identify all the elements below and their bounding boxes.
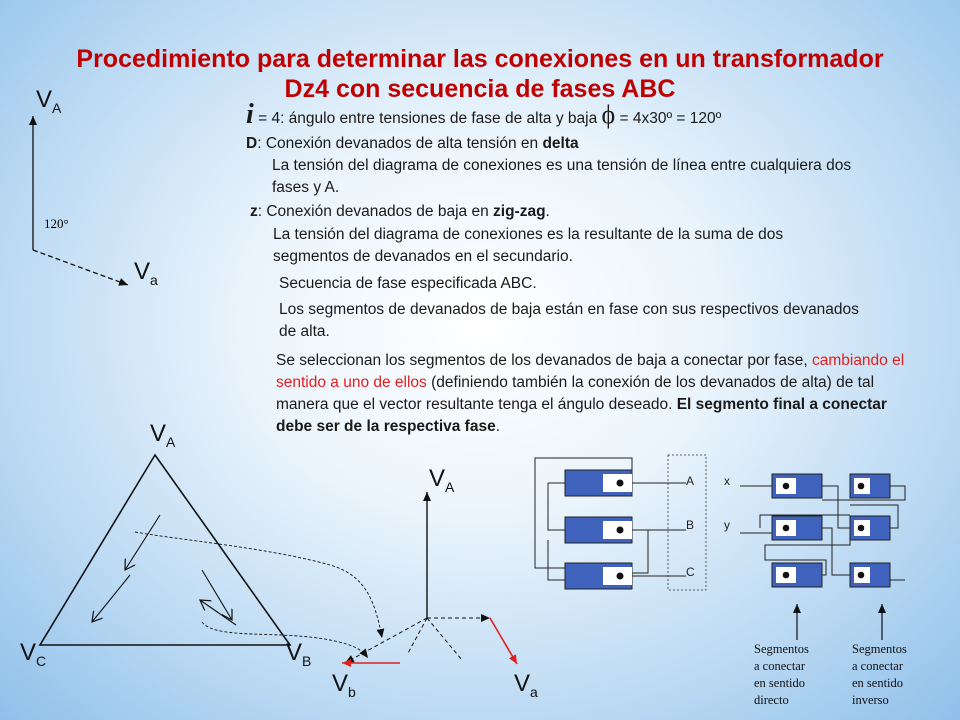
triangle-vc-label: $V_C$	[20, 639, 47, 669]
title-line-1: Procedimiento para determinar las conexiones en un transformador	[76, 45, 884, 73]
selection-bold: El segmento final a conectar debe ser de la respectiva fase	[276, 396, 887, 435]
selection-part-2: (definiendo también la conexión de los devanados de alta) de tal manera que el vector resultante tenga el ángulo deseado.	[276, 374, 875, 413]
d-detail: La tensión del diagrama de conexiones es una tensión de línea entre cualquiera dos fases y A.	[272, 157, 852, 196]
d-label: D	[246, 135, 258, 152]
selection-red: cambiando el sentido a uno de ellos	[276, 352, 905, 391]
angle-text-1: = 4: ángulo entre tensiones de fase de alta y baja	[258, 110, 598, 127]
sequence-text: Secuencia de fase especificada ABC.	[279, 275, 537, 292]
selection-part-1: Se seleccionan los segmentos de los devanados de baja a conectar por fase,	[276, 352, 812, 369]
z-detail: La tensión del diagrama de conexiones es la resultante de la suma de dos segmentos de devanados en el secundario.	[273, 226, 784, 265]
secondary-label-x: x	[724, 474, 730, 488]
d-bold: delta	[542, 135, 579, 152]
z-text: : Conexión devanados de baja en	[257, 203, 494, 220]
secondary-label-y: y	[724, 518, 730, 532]
small-va-lower-label: $V_a$	[134, 258, 158, 288]
zigzag-va-lower-label: $V_a$	[514, 670, 538, 700]
zigzag-va-label: $V_A$	[429, 465, 455, 495]
angle-text-2: = 4x30º = 120º	[619, 110, 722, 127]
delta-triangle	[40, 455, 382, 658]
secondary-windings	[740, 474, 905, 587]
segments-phase-text: Los segmentos de devanados de baja están en fase con sus respectivos devanados de alta.	[279, 301, 859, 340]
small-vector-diagram	[33, 116, 128, 285]
zigzag-diagram	[342, 492, 517, 664]
primary-windings	[535, 458, 686, 589]
i-symbol: i	[246, 99, 254, 130]
phi-symbol: ϕ	[601, 100, 616, 129]
va-lower-arrow	[33, 250, 128, 285]
zigzag-vb-label: $V_b$	[332, 670, 356, 700]
d-text: : Conexión devanados de alta tensión en	[257, 135, 543, 152]
selection-end: .	[495, 418, 501, 435]
phase-label-b: B	[686, 518, 695, 532]
phase-label-c: C	[686, 565, 695, 579]
z-label: z	[250, 203, 258, 220]
small-va-label: $V_A$	[36, 86, 62, 116]
angle-120-label: 120°	[44, 216, 69, 231]
z-bold: zig-zag	[493, 203, 546, 220]
wiring-diagram	[535, 455, 905, 640]
phase-label-a: A	[686, 474, 695, 488]
triangle-va-label: $V_A$	[150, 420, 176, 450]
title-line-2: Dz4 con secuencia de fases ABC	[284, 75, 676, 103]
z-end: .	[545, 203, 550, 220]
caption-inverse: Segmentos a conectar en sentido inverso	[852, 642, 907, 707]
triangle-vb-label: $V_B$	[286, 639, 312, 669]
caption-direct: Segmentos a conectar en sentido directo	[754, 642, 809, 707]
